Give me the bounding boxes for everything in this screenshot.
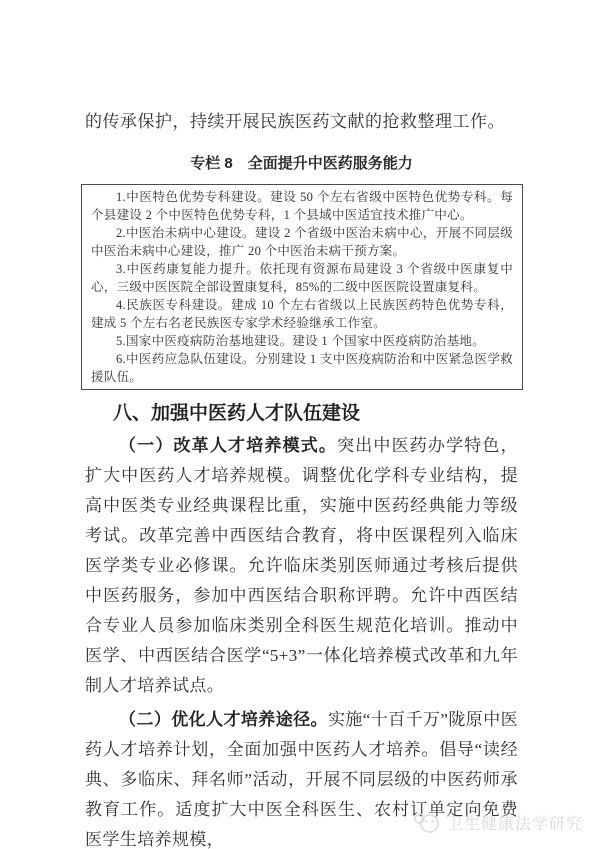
watermark-logo-icon [413, 810, 441, 834]
section-heading: 八、加强中医药人才队伍建设 [113, 403, 361, 424]
panel-item: 5.国家中医疫病防治基地建设。建设 1 个国家中医疫病防治基地。 [116, 334, 485, 348]
paragraph-1-text: 突出中医药办学特色，扩大中医药人才培养规模。调整优化学科专业结构，提高中医类专业经典课程比重，实施中医药经典能力等级考试。改革完善中西医结合教育，将中医课程列入临床医学类专业必修课。允许临床类别医师通过考核后提供中医药服务，参加中西医结合职称评聘。允许中西医结合专业人员参加临床类别全科医生规范化培训。推动中医学、中西医结合医学“5+3”一体化培养模式改革和九年制人才培养试点。 [85, 436, 518, 695]
watermark [413, 810, 583, 834]
panel-title: 专栏 8 全面提升中医药服务能力 [190, 155, 413, 172]
panel-item: 3.中医药康复能力提升。依托现有资源布局建设 3 个省级中医康复中心，三级中医医院全部设置康复科，85%的二级中医医院设置康复科。 [91, 262, 513, 294]
panel-box [81, 184, 523, 390]
panel-item: 6.中医药应急队伍建设。分别建设 1 支中医疫病防治和中医紧急医学救援队伍。 [91, 352, 513, 384]
panel-item: 2.中医治未病中心建设。建设 2 个省级中医治未病中心，开展不同层级中医治未病中心建设，推广 20 个中医治未病干预方案。 [91, 226, 513, 258]
panel-item: 4.民族医专科建设。建成 10 个左右省级以上民族医药特色优势专科，建成 5 个左右名老民族医专家学术经验继承工作室。 [91, 298, 513, 330]
paragraph-closing-line: 的传承保护，持续开展民族医药文献的抢救整理工作。 [85, 112, 505, 131]
panel-item: 1.中医特色优势专科建设。建设 50 个左右省级中医特色优势专科。每个县建设 2 个中医特色优势专科，1 个县域中医适宜技术推广中心。 [91, 190, 513, 222]
paragraph-1 [85, 431, 518, 701]
paragraph-2-lead: （二）优化人才培养途径。 [119, 710, 328, 729]
paragraph-2-text: 实施“十百千万”陇原中医药人才培养计划，全面加强中医药人才培养。倡导“读经典、多临床、拜名师”活动，开展不同层级的中医药师承教育工作。适度扩大中医全科医生、农村订单定向免费医学生培养规模， [85, 710, 519, 849]
paragraph-1-lead: （一）改革人才培养模式。 [119, 436, 338, 455]
document-content [85, 0, 518, 849]
watermark-label: 卫生健康法学研究 [446, 815, 583, 833]
